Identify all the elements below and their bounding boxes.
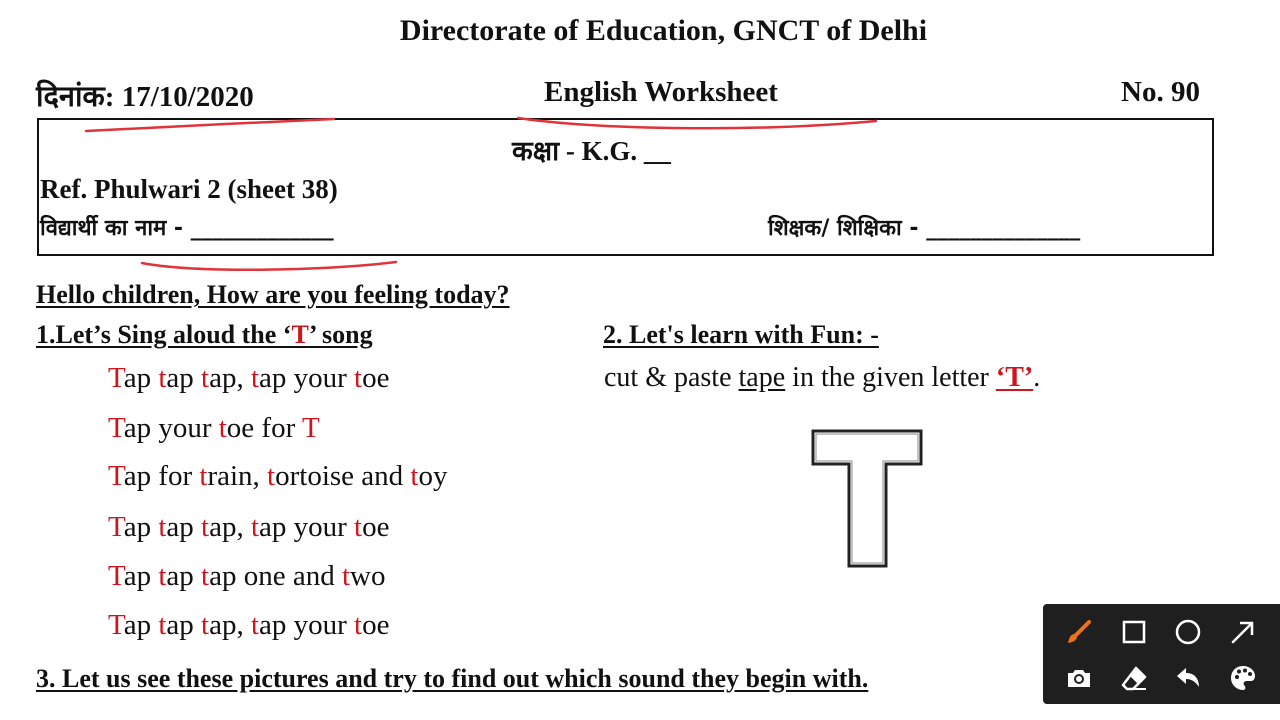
song-text: ap [166,560,202,592]
song-text: wo [350,560,386,592]
highlighted-letter: T [108,460,124,492]
highlighted-letter: t [410,460,419,492]
reference-line: Ref. Phulwari 2 (sheet 38) [40,174,338,204]
song-text: ap one and [209,560,342,592]
highlighted-letter: t [354,362,363,394]
song-text: ap your [259,511,355,543]
sheet-number: No. 90 [1121,76,1200,108]
song-text: ap, [209,609,251,641]
instruction-text-mid: in the given letter [785,362,996,393]
song-text: oe [362,609,390,641]
song-text: ap [166,609,202,641]
song-text: ap [166,362,202,394]
song-text: ap for [123,460,200,492]
brush-tool-button[interactable] [1059,612,1099,652]
instruction-word-tape: tape [738,362,786,393]
instruction-text-end: . [1033,362,1041,393]
song-text: ortoise and [275,460,411,492]
highlighted-letter: t [158,560,167,592]
section1-heading-letter: T [291,320,309,349]
song-text: oe for [226,412,302,444]
song-text: ap, [209,362,251,394]
brush-icon [1064,617,1094,647]
greeting-heading: Hello children, How are you feeling today? [36,280,510,309]
highlighted-letter: t [201,560,210,592]
header-title: Directorate of Education, GNCT of Delhi [399,14,928,47]
annotation-stroke [86,119,334,131]
worksheet-title: English Worksheet [544,76,778,108]
circle-icon [1173,617,1203,647]
circle-tool-button[interactable] [1168,612,1208,652]
highlighted-letter: t [267,460,276,492]
arrow-tool-button[interactable] [1223,612,1263,652]
date-label: दिनांक: 17/10/2020 [36,81,254,113]
instruction-text: cut & paste [604,362,739,393]
song-text: oe [362,362,390,394]
section1-heading-text: 1.Let’s Sing aloud the ‘ [36,320,292,349]
instruction-letter: ‘T’ [995,362,1034,393]
highlighted-letter: t [341,560,351,592]
section1-heading-suffix: ’ song [308,320,373,349]
highlighted-letter: T [108,412,124,444]
highlighted-letter: t [218,412,227,444]
song-text: oe [362,511,390,543]
song-text: ap [123,560,159,592]
eraser-icon [1119,663,1149,693]
song-text: rain, [207,460,268,492]
highlighted-letter: t [158,362,167,394]
song-text: ap [123,362,159,394]
eraser-tool-button[interactable] [1114,658,1154,698]
section2-heading: 2. Let's learn with Fun: - [603,320,879,349]
song-text: ap your [259,609,355,641]
highlighted-letter: T [108,609,124,641]
arrow-icon [1228,617,1258,647]
song-text: ap your [259,362,355,394]
undo-tool-button[interactable] [1168,658,1208,698]
song-text: oy [418,460,448,492]
highlighted-letter: t [201,609,210,641]
highlighted-letter: t [201,511,210,543]
song-text: ap [123,511,159,543]
teacher-name-field: शिक्षक/ शिक्षिका - ______________ [768,216,1081,241]
highlighted-letter: t [354,511,363,543]
highlighted-letter: t [158,511,167,543]
rectangle-tool-button[interactable] [1114,612,1154,652]
song-text: ap your [123,412,219,444]
class-line: कक्षा - K.G. __ [512,136,671,166]
undo-icon [1173,663,1203,693]
highlighted-letter: T [108,362,124,394]
highlighted-letter: t [158,609,167,641]
highlighted-letter: t [199,460,208,492]
palette-icon [1228,663,1258,693]
student-name-field: विद्यार्थी का नाम - _____________ [40,216,334,241]
annotation-stroke [142,262,396,270]
highlighted-letter: t [250,362,260,394]
song-text: ap [123,609,159,641]
highlighted-letter: t [201,362,210,394]
screenshot-tool-button[interactable] [1059,658,1099,698]
highlighted-letter: t [250,609,260,641]
rectangle-icon [1119,617,1149,647]
color-tool-button[interactable] [1223,658,1263,698]
highlighted-letter: T [108,560,124,592]
highlighted-letter: T [108,511,124,543]
highlighted-letter: t [354,609,363,641]
section3-heading: 3. Let us see these pictures and try to find out which sound they begin with. [36,664,869,693]
annotation-toolbar [1043,604,1280,704]
highlighted-letter: t [250,511,260,543]
annotation-stroke [518,118,876,128]
highlighted-letter: T [301,412,320,444]
camera-icon [1064,663,1094,693]
song-text: ap [166,511,202,543]
song-text: ap, [209,511,251,543]
